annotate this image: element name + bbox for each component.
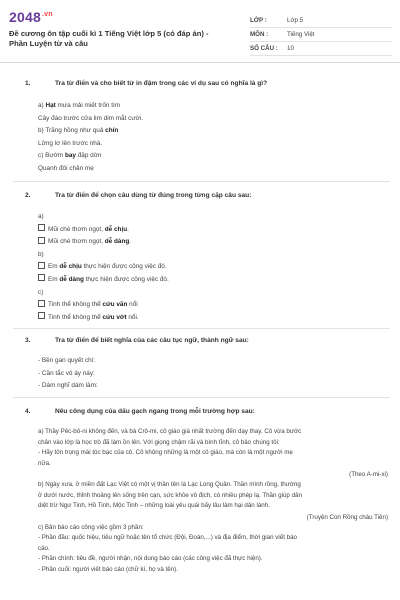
answer-line: Quanh đôi chân mẹ xyxy=(38,164,94,172)
answer-line: - Dám nghĩ dám làm: xyxy=(38,382,98,390)
checkbox[interactable] xyxy=(38,300,45,307)
answer-line: - Cần tắc vô áy náy: xyxy=(38,369,95,377)
divider xyxy=(13,328,390,329)
document-title: Đề cương ôn tập cuối kì 1 Tiếng Việt lớp 5 (có đáp án) - Phần Luyện từ và câu xyxy=(9,29,209,48)
divider xyxy=(13,397,390,398)
answer-line: b) Trăng hồng như quả chín xyxy=(38,127,119,135)
choice-option[interactable]: Tinh thể không thể cứu vớt nổi. xyxy=(38,312,400,325)
question-title: Nêu công dụng của dấu gạch ngang trong mỗi trường hợp sau: xyxy=(55,408,255,415)
question-2 xyxy=(0,192,400,324)
passage-b-source: (Truyện Con Rồng cháu Tiên) xyxy=(306,513,388,521)
passage-c: c) Bản báo cáo công việc gồm 3 phần: - Phần đầu: quốc hiệu, tiêu ngữ hoặc tên tổ chức (Đội, Đoàn,...) và địa điểm, thời gian viết báo cáo. - Phần chính: tiêu đề, người nhận, nội dung báo cáo (các công việc đã thực hiện). - Phần cuối: người viết báo cáo (chữ kí, họ và tên). xyxy=(38,523,297,573)
question-title: Tra từ điển và cho biết từ in đậm trong các ví dụ sau có nghĩa là gì? xyxy=(55,80,268,87)
worksheet-header xyxy=(0,0,400,63)
choice-option[interactable]: Em dễ chịu thực hiện được công việc đó. xyxy=(38,261,400,274)
answer-line: - Bền gan quyết chí: xyxy=(38,357,96,364)
checkbox[interactable] xyxy=(38,262,45,269)
choice-option[interactable]: Mũi chè thơm ngọt, dễ chịu. xyxy=(38,224,400,237)
meta-row-subject: MÔN : Tiếng Việt xyxy=(250,28,392,42)
checkbox[interactable] xyxy=(38,237,45,244)
choice-option[interactable]: Tinh thể không thể cứu vãn nổi xyxy=(38,299,400,312)
checkbox[interactable] xyxy=(38,274,45,281)
site-logo[interactable]: $2048^{.vn}$ xyxy=(9,9,53,25)
checkbox[interactable] xyxy=(38,312,45,319)
part-label: a) xyxy=(38,213,44,220)
meta-row-grade: LỚP : Lớp 5 xyxy=(250,14,392,28)
passage-b: b) Ngày xưa, ở miền đất Lạc Việt có một vị thần tên là Lạc Long Quân. Thần mình rồng, thường ở dưới nước, thỉnh thoảng lên sống trên cạn, sức khỏe vô địch, có nhiều phép lạ. Thần giúp dân diệt trừ Ngư Tinh, Hồ Tinh, Mộc Tinh – những loài yêu quái bấy lâu làm hại dân lành. xyxy=(38,481,302,509)
meta-table xyxy=(250,14,392,56)
answer-line: Lửng lơ lên trước nhà. xyxy=(38,139,103,147)
choice-option[interactable]: Mũi chè thơm ngọt, dễ dàng. xyxy=(38,236,400,249)
question-title: Tra từ điển để biết nghĩa của các câu tục ngữ, thành ngữ sau: xyxy=(55,337,249,344)
question-number: 2. xyxy=(25,192,31,199)
answer-line: Cây đào trước cửa lim dim mắt cười. xyxy=(38,114,144,122)
passage-a: a) Thầy Pêc-bô-ni không đến, và bà Crô-mi, cô giáo già nhất trường đến dạy thay. Cô vừa bước chân vào lớp là học trò đã làm ồn lên. Với giọng chậm rãi và bình tĩnh, cô bảo chúng tôi: - Hãy tôn trọng mái tóc bạc của cô. Cô không những là một cô giáo, mà còn là một người mẹ nữa. xyxy=(38,428,302,467)
question-number: 3. xyxy=(25,337,31,344)
question-3 xyxy=(0,337,400,393)
question-number: 1. xyxy=(25,80,31,87)
part-label: b) xyxy=(38,250,44,258)
passage-a-source: (Theo A-mi-xi) xyxy=(349,471,388,478)
choice-option[interactable]: Em dễ dàng thực hiện được công việc đó. xyxy=(38,274,400,287)
part-label: c) xyxy=(38,288,44,296)
divider xyxy=(13,181,390,182)
checkbox[interactable] xyxy=(38,224,45,231)
question-number: 4. xyxy=(25,408,31,415)
question-title: Tra từ điển để chọn câu dùng từ đúng trong từng cặp câu sau: xyxy=(55,192,252,199)
question-1 xyxy=(0,80,400,176)
question-4 xyxy=(0,408,400,575)
meta-row-question-count: SỐ CÂU : 10 xyxy=(250,42,392,56)
answer-line: c) Bướm bay đập dờn xyxy=(38,152,102,160)
answer-line: a) Hạt mưa mải miết trốn tìm xyxy=(38,102,121,109)
